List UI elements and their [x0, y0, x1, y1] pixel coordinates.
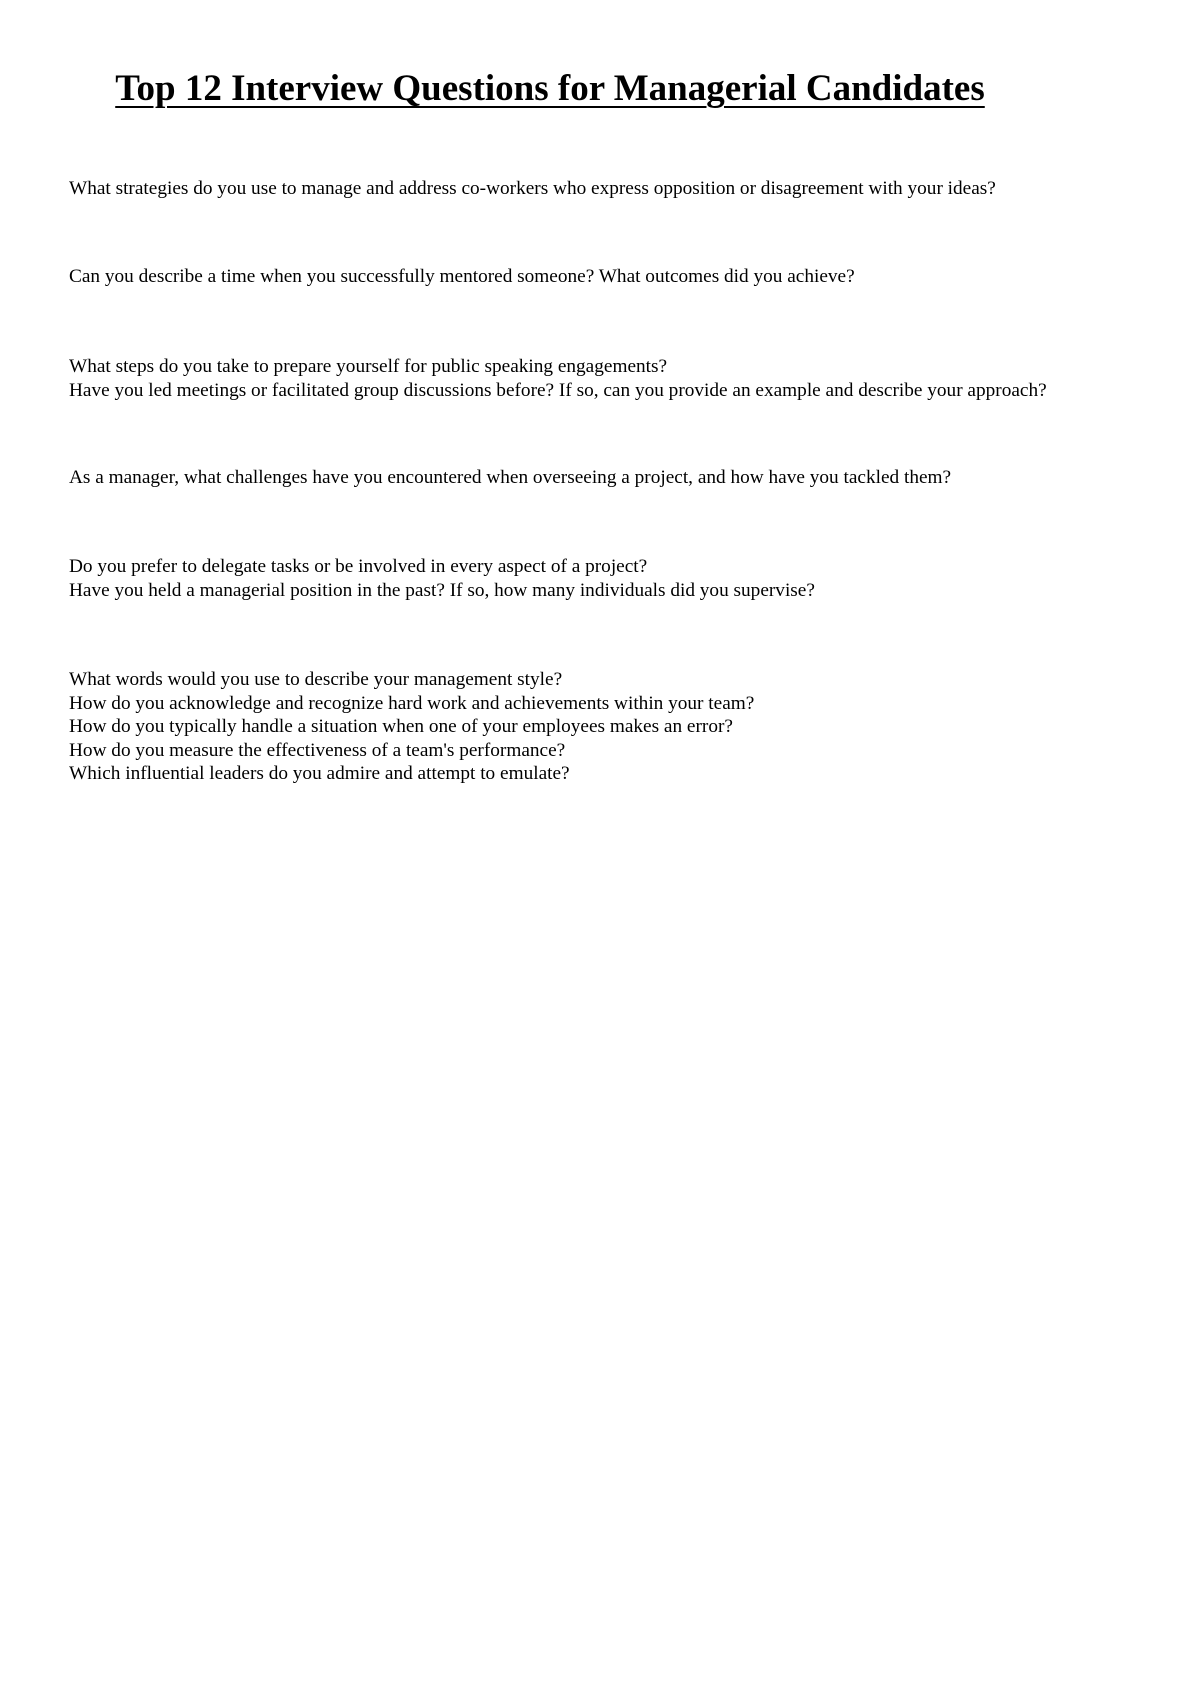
question-text: Can you describe a time when you successfully mentored someone? What outcomes did you achieve? [69, 266, 855, 287]
question-group-4 [69, 466, 1169, 490]
question-text: How do you measure the effectiveness of a team's performance? [69, 739, 566, 761]
question-group-6 [69, 668, 1169, 786]
question-text: Which influential leaders do you admire and attempt to emulate? [69, 763, 570, 784]
question-text: Have you held a managerial position in the past? If so, how many individuals did you supervise? [69, 579, 815, 601]
question-text: What strategies do you use to manage and address co-workers who express opposition or disagreement with your ideas? [69, 178, 996, 199]
question-text: As a manager, what challenges have you encountered when overseeing a project, and how have you tackled them? [69, 467, 952, 488]
question-group-2 [69, 265, 1169, 289]
question-group-1 [69, 177, 1169, 201]
question-text: Do you prefer to delegate tasks or be involved in every aspect of a project? [69, 556, 648, 577]
question-group-3 [69, 355, 1169, 402]
question-group-5 [69, 555, 1169, 602]
question-text: Have you led meetings or facilitated group discussions before? If so, can you provide an example and describe your approach? [69, 379, 1047, 401]
question-text: How do you acknowledge and recognize hard work and achievements within your team? [69, 692, 755, 714]
question-text: What words would you use to describe your management style? [69, 669, 563, 690]
page-title: Top 12 Interview Questions for Managerial Candidates [115, 68, 985, 109]
question-text: What steps do you take to prepare yourself for public speaking engagements? [69, 356, 668, 377]
question-text: How do you typically handle a situation when one of your employees makes an error? [69, 716, 733, 737]
